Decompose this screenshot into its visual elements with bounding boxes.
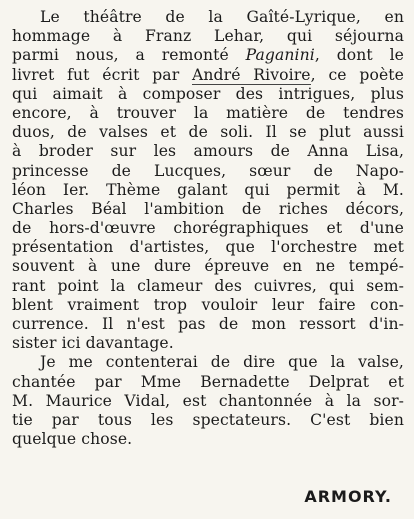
article-line: tie par tous les spectateurs. C'est bien <box>12 410 404 429</box>
article-line: Charles Béal l'ambition de riches décors, <box>12 199 404 218</box>
article-line: de hors-d'œuvre chorégraphiques et d'une <box>12 219 404 238</box>
librettist-name: André Rivoire <box>192 65 311 84</box>
article-line: currence. Il n'est pas de mon ressort d'in- <box>12 315 404 333</box>
article-line: princesse de Lucques, sœur de Napo- <box>12 161 404 180</box>
article-text <box>12 8 404 449</box>
article-line: à broder sur les amours de Anna Lisa, <box>12 142 404 161</box>
author-signature: ARMORY. <box>304 487 392 506</box>
article-line: sister ici davantage. <box>12 334 174 353</box>
article-line: chantée par Mme Bernadette Delprat et <box>12 372 404 391</box>
work-title: Paganini <box>245 46 315 65</box>
article-line: quelque chose. <box>12 430 133 449</box>
article-line: hommage à Franz Lehar, qui séjourna <box>12 27 404 46</box>
article-line: M. Maurice Vidal, est chantonnée à la sor- <box>12 391 404 410</box>
article-line: Le théâtre de la Gaîté-Lyrique, en <box>40 8 404 26</box>
article-line: duos, de valses et de soli. Il se plut aussi <box>12 123 404 142</box>
article-line: rant point la clameur des cuivres, qui sem- <box>12 276 404 295</box>
article-line: livret fut écrit par André Rivoire, ce poète <box>12 65 404 84</box>
article-line: parmi nous, a remonté Paganini, dont le <box>12 46 404 65</box>
article-line: encore, à trouver la matière de tendres <box>12 103 404 122</box>
article-line: léon Ier. Thème galant qui permit à M. <box>12 180 404 199</box>
article-line: qui aimait à composer des intrigues, plus <box>12 84 404 103</box>
article-line: blent vraiment trop vouloir leur faire con- <box>12 295 404 314</box>
article-line: présentation d'artistes, que l'orchestre met <box>12 238 404 257</box>
article-line: souvent à une dure épreuve en ne tempé- <box>12 257 404 276</box>
article-line: Je me contenterai de dire que la valse, <box>40 353 404 372</box>
